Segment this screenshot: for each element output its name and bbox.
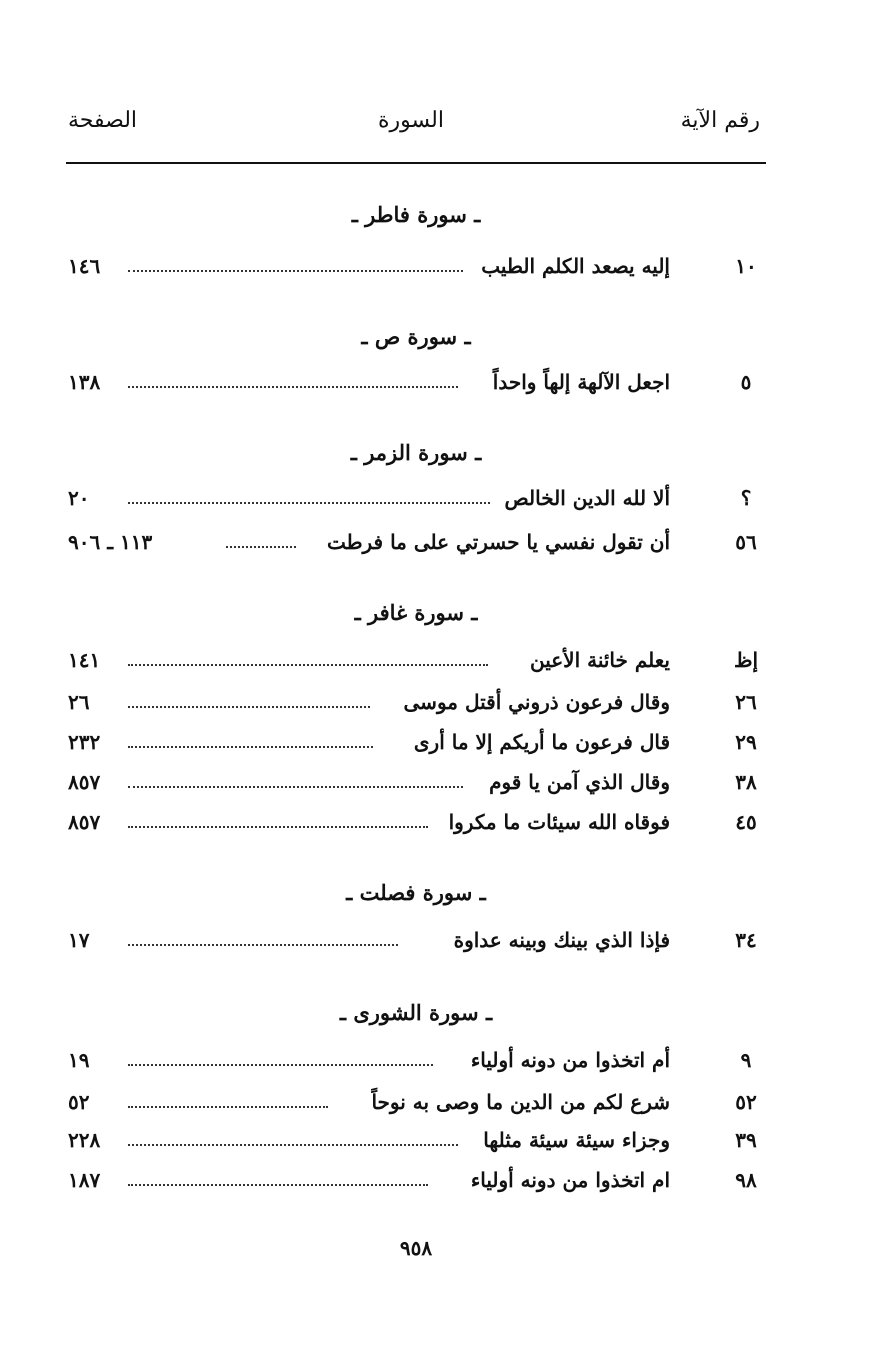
ayah-text: يعلم خائنة الأعين	[529, 648, 670, 672]
index-page	[66, 0, 766, 1351]
page-ref: ٨٥٧	[68, 770, 101, 794]
ayah-text: أم اتخذوا من دونه أولياء	[470, 1048, 670, 1072]
index-entry	[66, 928, 766, 962]
index-entry	[66, 1090, 766, 1124]
index-entry	[66, 254, 766, 288]
surah-heading: ـ سورة فاطر ـ	[351, 202, 481, 227]
surah-heading: ـ سورة الشورى ـ	[339, 1000, 493, 1025]
page-ref: ٨٥٧	[68, 810, 101, 834]
page-number: ٩٥٨	[399, 1236, 433, 1260]
ayah-number: ٥	[740, 370, 752, 394]
leader-dots	[128, 1144, 458, 1146]
ayah-number: ١٠	[735, 254, 757, 278]
surah-heading: ـ سورة فصلت ـ	[346, 880, 486, 905]
page-ref: ٥٢	[68, 1090, 90, 1114]
page-ref: ١١٣ ـ ٩٠٦	[68, 530, 153, 554]
surah-heading: ـ سورة الزمر ـ	[350, 440, 482, 465]
leader-dots	[128, 826, 428, 828]
ayah-text: قال فرعون ما أريكم إلا ما أرى	[413, 730, 670, 754]
ayah-text: ألا لله الدين الخالص	[504, 486, 670, 510]
ayah-number: ٩٨	[735, 1168, 757, 1192]
ayah-text: اجعل الآلهة إلهاً واحداً	[492, 370, 670, 394]
header-ayah-number: رقم الآية	[680, 108, 760, 133]
page-ref: ١٧	[68, 928, 90, 952]
index-entry	[66, 530, 766, 564]
ayah-text: وقال الذي آمن يا قوم	[489, 770, 670, 794]
ayah-text: وقال فرعون ذروني أقتل موسى	[403, 690, 670, 714]
surah-heading: ـ سورة ص ـ	[361, 324, 471, 349]
page-ref: ١٤١	[68, 648, 101, 672]
leader-dots	[128, 664, 488, 666]
index-entry	[66, 810, 766, 844]
ayah-number: ٤٥	[735, 810, 757, 834]
page-ref: ١٩	[68, 1048, 90, 1072]
page-ref: ٢٢٨	[68, 1128, 101, 1152]
leader-dots	[128, 786, 463, 788]
index-entry	[66, 370, 766, 404]
ayah-number: ٢٦	[735, 690, 757, 714]
header-page: الصفحة	[68, 108, 138, 133]
ayah-number: ٣٩	[735, 1128, 757, 1152]
ayah-number: ٢٩	[735, 730, 757, 754]
column-header	[66, 108, 766, 144]
ayah-text: ام اتخذوا من دونه أولياء	[470, 1168, 670, 1192]
index-entry	[66, 648, 766, 682]
header-rule	[66, 162, 766, 164]
leader-dots	[128, 1106, 328, 1108]
leader-dots	[128, 746, 373, 748]
ayah-text: وجزاء سيئة سيئة مثلها	[483, 1128, 670, 1152]
index-entry	[66, 770, 766, 804]
leader-dots	[128, 502, 490, 504]
page-ref: ١٤٦	[68, 254, 101, 278]
ayah-text: فوقاه الله سيئات ما مكروا	[448, 810, 670, 834]
leader-dots	[128, 706, 370, 708]
page-ref: ٢٦	[68, 690, 90, 714]
ayah-number: ؟	[740, 486, 752, 510]
leader-dots	[128, 270, 463, 272]
leader-dots	[128, 1064, 433, 1066]
ayah-text: فإذا الذي بينك وبينه عداوة	[453, 928, 670, 952]
leader-dots	[128, 1184, 428, 1186]
leader-dots	[128, 386, 458, 388]
ayah-number: ٣٤	[735, 928, 757, 952]
page-ref: ٢٠	[68, 486, 90, 510]
leader-dots	[226, 546, 296, 548]
ayah-text: أن تقول نفسي يا حسرتي على ما فرطت	[326, 530, 670, 554]
ayah-number: إظ	[733, 648, 759, 672]
ayah-number: ٣٨	[735, 770, 757, 794]
index-entry	[66, 1168, 766, 1202]
leader-dots	[128, 944, 398, 946]
ayah-text: شرع لكم من الدين ما وصى به نوحاً	[371, 1090, 670, 1114]
index-entry	[66, 486, 766, 520]
header-surah: السورة	[378, 108, 444, 133]
ayah-number: ٥٢	[735, 1090, 757, 1114]
page-ref: ١٣٨	[68, 370, 101, 394]
ayah-number: ٥٦	[735, 530, 757, 554]
page-ref: ١٨٧	[68, 1168, 101, 1192]
index-entry	[66, 1128, 766, 1162]
ayah-text: إليه يصعد الكلم الطيب	[481, 254, 670, 278]
ayah-number: ٩	[740, 1048, 752, 1072]
page-ref: ٢٣٢	[68, 730, 101, 754]
index-entry	[66, 730, 766, 764]
index-entry	[66, 1048, 766, 1082]
surah-heading: ـ سورة غافر ـ	[354, 600, 478, 625]
index-entry	[66, 690, 766, 724]
